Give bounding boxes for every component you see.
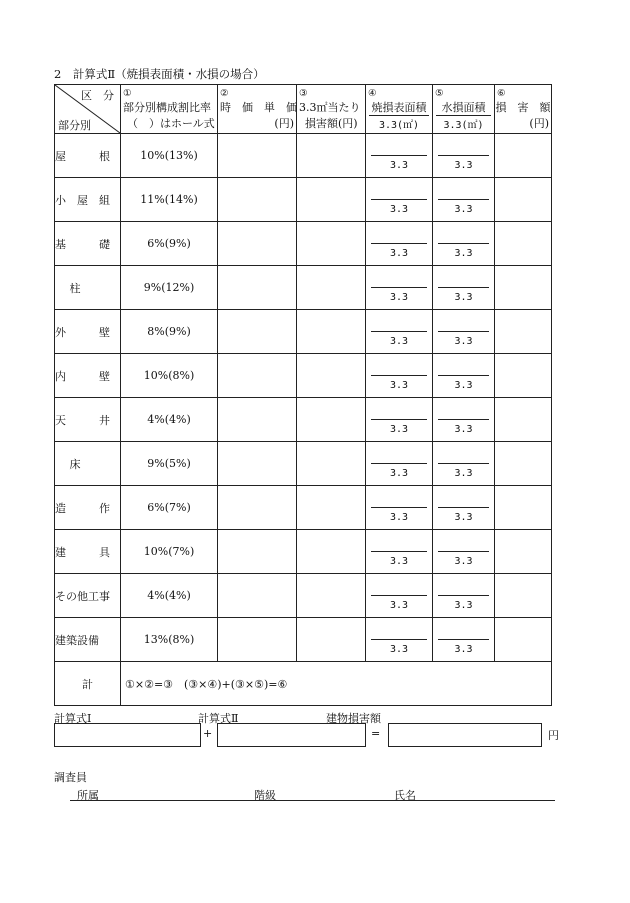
table-row	[55, 178, 552, 222]
yen-unit: 円	[548, 729, 559, 742]
row-burn-area-cell[interactable]	[366, 486, 433, 530]
row-label: 基 礎	[55, 222, 121, 266]
row-ratio: 4%(4%)	[121, 398, 218, 442]
row-unit-price-cell[interactable]	[218, 486, 297, 530]
building-damage-input-box[interactable]	[388, 723, 542, 747]
fraction-line	[371, 595, 427, 596]
fraction-line	[438, 463, 489, 464]
header-col4	[366, 85, 433, 134]
header-col1-line2: （ ）はホール式	[127, 116, 215, 130]
row-unit-price-cell[interactable]	[218, 354, 297, 398]
row-burn-denominator: 3.3	[389, 160, 409, 171]
row-burn-area-cell[interactable]	[366, 266, 433, 310]
row-ratio: 10%(7%)	[121, 530, 218, 574]
fraction-line	[438, 595, 489, 596]
equals-sign: =	[371, 727, 381, 740]
row-burn-denominator: 3.3	[389, 336, 409, 347]
row-burn-area-cell[interactable]	[366, 442, 433, 486]
header-col5-line1: 水損面積	[436, 99, 491, 116]
table-row	[55, 354, 552, 398]
row-ratio: 4%(4%)	[121, 574, 218, 618]
row-ratio: 11%(14%)	[121, 178, 218, 222]
header-col2-num: ②	[220, 87, 229, 99]
fraction-line	[371, 287, 427, 288]
plus-sign: +	[203, 727, 213, 740]
row-damage-per-area-cell[interactable]	[297, 310, 366, 354]
row-ratio: 8%(9%)	[121, 310, 218, 354]
row-damage-amount-cell[interactable]	[495, 266, 552, 310]
fraction-line	[438, 287, 489, 288]
header-bubunbetsu: 部分別	[58, 119, 91, 132]
table-row	[55, 574, 552, 618]
section-title: 2 計算式Ⅱ（焼損表面積・水損の場合）	[54, 67, 265, 81]
header-col5-line2: 3.3(㎡)	[443, 119, 484, 131]
row-damage-per-area-cell[interactable]	[297, 134, 366, 178]
row-ratio: 10%(8%)	[121, 354, 218, 398]
row-burn-denominator: 3.3	[389, 380, 409, 391]
fraction-line	[438, 507, 489, 508]
total-row	[55, 662, 552, 706]
row-damage-per-area-cell[interactable]	[297, 222, 366, 266]
row-damage-amount-cell[interactable]	[495, 310, 552, 354]
row-burn-area-cell[interactable]	[366, 134, 433, 178]
row-ratio: 6%(9%)	[121, 222, 218, 266]
row-water-area-cell[interactable]	[433, 310, 495, 354]
row-label: 柱	[55, 266, 121, 310]
row-water-area-cell[interactable]	[433, 178, 495, 222]
fraction-line	[438, 331, 489, 332]
row-burn-area-cell[interactable]	[366, 310, 433, 354]
header-col1-line1: 部分別構成割比率	[123, 100, 211, 114]
header-col2-unit: (円)	[274, 116, 294, 130]
row-damage-amount-cell[interactable]	[495, 618, 552, 662]
row-water-denominator: 3.3	[454, 600, 473, 611]
row-water-denominator: 3.3	[454, 556, 473, 567]
table-row	[55, 530, 552, 574]
row-burn-denominator: 3.3	[389, 248, 409, 259]
signature-underline	[70, 800, 555, 801]
row-damage-amount-cell[interactable]	[495, 530, 552, 574]
row-water-area-cell[interactable]	[433, 354, 495, 398]
row-damage-per-area-cell[interactable]	[297, 266, 366, 310]
total-label: 計	[55, 662, 121, 706]
row-burn-area-cell[interactable]	[366, 354, 433, 398]
row-water-area-cell[interactable]	[433, 398, 495, 442]
table-row	[55, 134, 552, 178]
header-col6	[495, 85, 552, 134]
fraction-line	[438, 155, 489, 156]
row-damage-per-area-cell[interactable]	[297, 354, 366, 398]
fraction-line	[438, 243, 489, 244]
header-kubun: 区 分	[81, 89, 114, 102]
row-ratio: 9%(5%)	[121, 442, 218, 486]
total-formula: ①×②=③ (③×④)+(③×⑤)=⑥	[121, 662, 552, 706]
row-water-area-cell[interactable]	[433, 442, 495, 486]
row-damage-amount-cell[interactable]	[495, 222, 552, 266]
row-water-denominator: 3.3	[454, 424, 473, 435]
row-unit-price-cell[interactable]	[218, 574, 297, 618]
table-body	[55, 134, 552, 662]
table-row	[55, 222, 552, 266]
row-damage-per-area-cell[interactable]	[297, 618, 366, 662]
rank-label: 階級	[254, 789, 276, 802]
row-water-denominator: 3.3	[454, 644, 473, 655]
row-water-area-cell[interactable]	[433, 266, 495, 310]
fraction-line	[438, 639, 489, 640]
row-burn-area-cell[interactable]	[366, 398, 433, 442]
row-unit-price-cell[interactable]	[218, 178, 297, 222]
row-water-denominator: 3.3	[454, 248, 473, 259]
row-water-denominator: 3.3	[454, 336, 473, 347]
row-burn-area-cell[interactable]	[366, 178, 433, 222]
row-damage-amount-cell[interactable]	[495, 442, 552, 486]
formula2-input-box[interactable]	[217, 723, 366, 747]
header-col1-num: ①	[123, 87, 132, 99]
header-col6-unit: (円)	[529, 116, 549, 130]
fraction-line	[438, 419, 489, 420]
table-row	[55, 442, 552, 486]
table-row	[55, 398, 552, 442]
header-col5	[433, 85, 495, 134]
header-col6-num: ⑥	[497, 87, 506, 99]
row-damage-per-area-cell[interactable]	[297, 530, 366, 574]
row-water-denominator: 3.3	[454, 512, 473, 523]
affiliation-label: 所属	[77, 789, 99, 802]
summary-label-building-damage: 建物損害額	[326, 712, 381, 725]
header-col4-line1: 焼損表面積	[369, 99, 429, 116]
row-water-area-cell[interactable]	[433, 530, 495, 574]
investigator-title: 調査員	[54, 771, 87, 784]
row-damage-per-area-cell[interactable]	[297, 574, 366, 618]
header-col4-line2: 3.3(㎡)	[378, 119, 420, 131]
row-damage-amount-cell[interactable]	[495, 486, 552, 530]
row-damage-amount-cell[interactable]	[495, 134, 552, 178]
row-unit-price-cell[interactable]	[218, 310, 297, 354]
row-burn-denominator: 3.3	[389, 600, 409, 611]
header-col6-line1: 損 害 額	[495, 100, 551, 114]
row-label: 屋 根	[55, 134, 121, 178]
row-unit-price-cell[interactable]	[218, 398, 297, 442]
row-water-denominator: 3.3	[454, 160, 473, 171]
fraction-line	[371, 507, 427, 508]
fraction-line	[371, 375, 427, 376]
row-label: 建 具	[55, 530, 121, 574]
row-damage-per-area-cell[interactable]	[297, 178, 366, 222]
header-col4-num: ④	[368, 87, 377, 99]
fraction-line	[371, 331, 427, 332]
row-label: 建築設備	[55, 618, 121, 662]
row-burn-denominator: 3.3	[389, 468, 409, 479]
row-label: 小 屋 組	[55, 178, 121, 222]
row-label: その他工事	[55, 574, 121, 618]
row-water-denominator: 3.3	[454, 204, 473, 215]
row-damage-amount-cell[interactable]	[495, 574, 552, 618]
row-burn-area-cell[interactable]	[366, 222, 433, 266]
row-damage-amount-cell[interactable]	[495, 398, 552, 442]
row-burn-denominator: 3.3	[389, 556, 409, 567]
row-water-denominator: 3.3	[454, 292, 473, 303]
header-row	[55, 85, 552, 134]
row-damage-per-area-cell[interactable]	[297, 486, 366, 530]
row-water-denominator: 3.3	[454, 468, 473, 479]
row-label: 外 壁	[55, 310, 121, 354]
table-row	[55, 266, 552, 310]
row-burn-area-cell[interactable]	[366, 618, 433, 662]
calculation-table	[54, 84, 552, 706]
fraction-line	[438, 551, 489, 552]
row-label: 床	[55, 442, 121, 486]
header-col2	[218, 85, 297, 134]
row-unit-price-cell[interactable]	[218, 134, 297, 178]
fraction-line	[438, 199, 489, 200]
header-col3-line1: 3.3㎡当たり	[299, 100, 361, 114]
fraction-line	[371, 639, 427, 640]
row-label: 天 井	[55, 398, 121, 442]
header-col5-num: ⑤	[435, 87, 444, 99]
row-water-area-cell[interactable]	[433, 574, 495, 618]
row-burn-denominator: 3.3	[389, 424, 409, 435]
row-water-area-cell[interactable]	[433, 222, 495, 266]
name-label: 氏名	[394, 789, 416, 802]
row-burn-area-cell[interactable]	[366, 574, 433, 618]
row-unit-price-cell[interactable]	[218, 442, 297, 486]
header-col2-line1: 時 価 単 価	[220, 100, 297, 114]
row-water-area-cell[interactable]	[433, 486, 495, 530]
row-ratio: 13%(8%)	[121, 618, 218, 662]
row-water-area-cell[interactable]	[433, 134, 495, 178]
fraction-line	[371, 199, 427, 200]
formula1-input-box[interactable]	[54, 723, 201, 747]
row-ratio: 10%(13%)	[121, 134, 218, 178]
row-damage-amount-cell[interactable]	[495, 178, 552, 222]
table-row	[55, 486, 552, 530]
fraction-line	[371, 463, 427, 464]
header-col3	[297, 85, 366, 134]
row-damage-amount-cell[interactable]	[495, 354, 552, 398]
row-unit-price-cell[interactable]	[218, 530, 297, 574]
row-burn-denominator: 3.3	[389, 292, 409, 303]
header-col1	[121, 85, 218, 134]
row-burn-denominator: 3.3	[389, 644, 409, 655]
row-ratio: 9%(12%)	[121, 266, 218, 310]
row-unit-price-cell[interactable]	[218, 266, 297, 310]
row-water-area-cell[interactable]	[433, 618, 495, 662]
row-unit-price-cell[interactable]	[218, 618, 297, 662]
row-burn-area-cell[interactable]	[366, 530, 433, 574]
row-unit-price-cell[interactable]	[218, 222, 297, 266]
row-label: 造 作	[55, 486, 121, 530]
header-col3-line2: 損害額(円)	[305, 116, 358, 130]
fraction-line	[438, 375, 489, 376]
header-col3-num: ③	[299, 87, 308, 99]
header-category-cell	[55, 85, 121, 134]
table-row	[55, 310, 552, 354]
fraction-line	[371, 551, 427, 552]
summary-label-formula1: 計算式Ⅰ	[54, 712, 92, 725]
fraction-line	[371, 419, 427, 420]
row-damage-per-area-cell[interactable]	[297, 442, 366, 486]
fraction-line	[371, 243, 427, 244]
row-water-denominator: 3.3	[454, 380, 473, 391]
summary-label-formula2: 計算式Ⅱ	[198, 712, 239, 725]
row-ratio: 6%(7%)	[121, 486, 218, 530]
row-burn-denominator: 3.3	[389, 204, 409, 215]
row-label: 内 壁	[55, 354, 121, 398]
table-row	[55, 618, 552, 662]
row-burn-denominator: 3.3	[389, 512, 409, 523]
fraction-line	[371, 155, 427, 156]
row-damage-per-area-cell[interactable]	[297, 398, 366, 442]
